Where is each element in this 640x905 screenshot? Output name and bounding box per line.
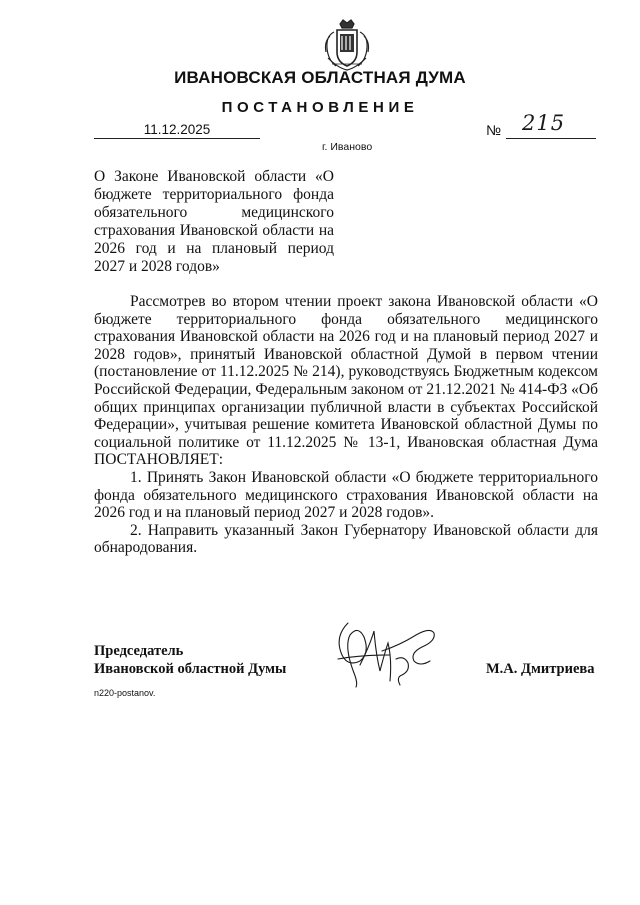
number-label: № — [486, 122, 502, 138]
body-paragraph-item-1: 1. Принять Закон Ивановской области «О бюджете территориального фонда обязательного медицинского страхования Ивановской области на 2026 год и на плановый период 2027 и 2028 годов». — [94, 468, 598, 522]
body-paragraph-preamble: Рассмотрев во втором чтении проект закона Ивановской области «О бюджете территориального фонда обязательного медицинского страхования Ивановской области на 2026 год и на плановый период 2027 и 2028 годов», принятый Ивановской областной Думой в первом чтении (постановление от 11.12.2025 № 214), руководствуясь Бюджетным кодексом Российской Федерации, Федеральным законом от 21.12.2021 № 414-ФЗ «Об общих принципах организации публичной власти в субъектах Российской Федерации», учитывая решение комитета Ивановской областной Думы по социальной политике от 11.12.2025 № 13-1, Ивановская областная Дума ПОСТАНОВЛЯЕТ: — [94, 293, 598, 469]
document-body — [94, 293, 598, 557]
signatory-title-line2: Ивановской областной Думы — [94, 661, 287, 677]
document-subject — [94, 168, 334, 276]
document-type-heading: ПОСТАНОВЛЕНИЕ — [221, 99, 419, 116]
organization-title: ИВАНОВСКАЯ ОБЛАСТНАЯ ДУМА — [174, 68, 466, 87]
handwritten-signature — [330, 615, 450, 693]
document-number-field — [506, 111, 596, 139]
subject-text: О Законе Ивановской области «О бюджете территориального фонда обязательного медицинского страхования Ивановской области на 2026 год и на плановый период 2027 и 2028 годов» — [94, 168, 334, 275]
body-paragraph-item-2: 2. Направить указанный Закон Губернатору Ивановской области для обнародования. — [94, 521, 598, 557]
signatory-title-line1: Председатель — [94, 643, 184, 659]
document-date: 11.12.2025 — [94, 122, 260, 139]
signatory-name: М.А. Дмитриева — [486, 661, 595, 677]
signatory-title — [94, 642, 286, 678]
coat-of-arms-icon — [318, 18, 376, 72]
file-reference: n220-postanov. — [94, 688, 156, 698]
document-number: 215 — [522, 111, 566, 135]
city-label: г. Иваново — [322, 141, 373, 153]
